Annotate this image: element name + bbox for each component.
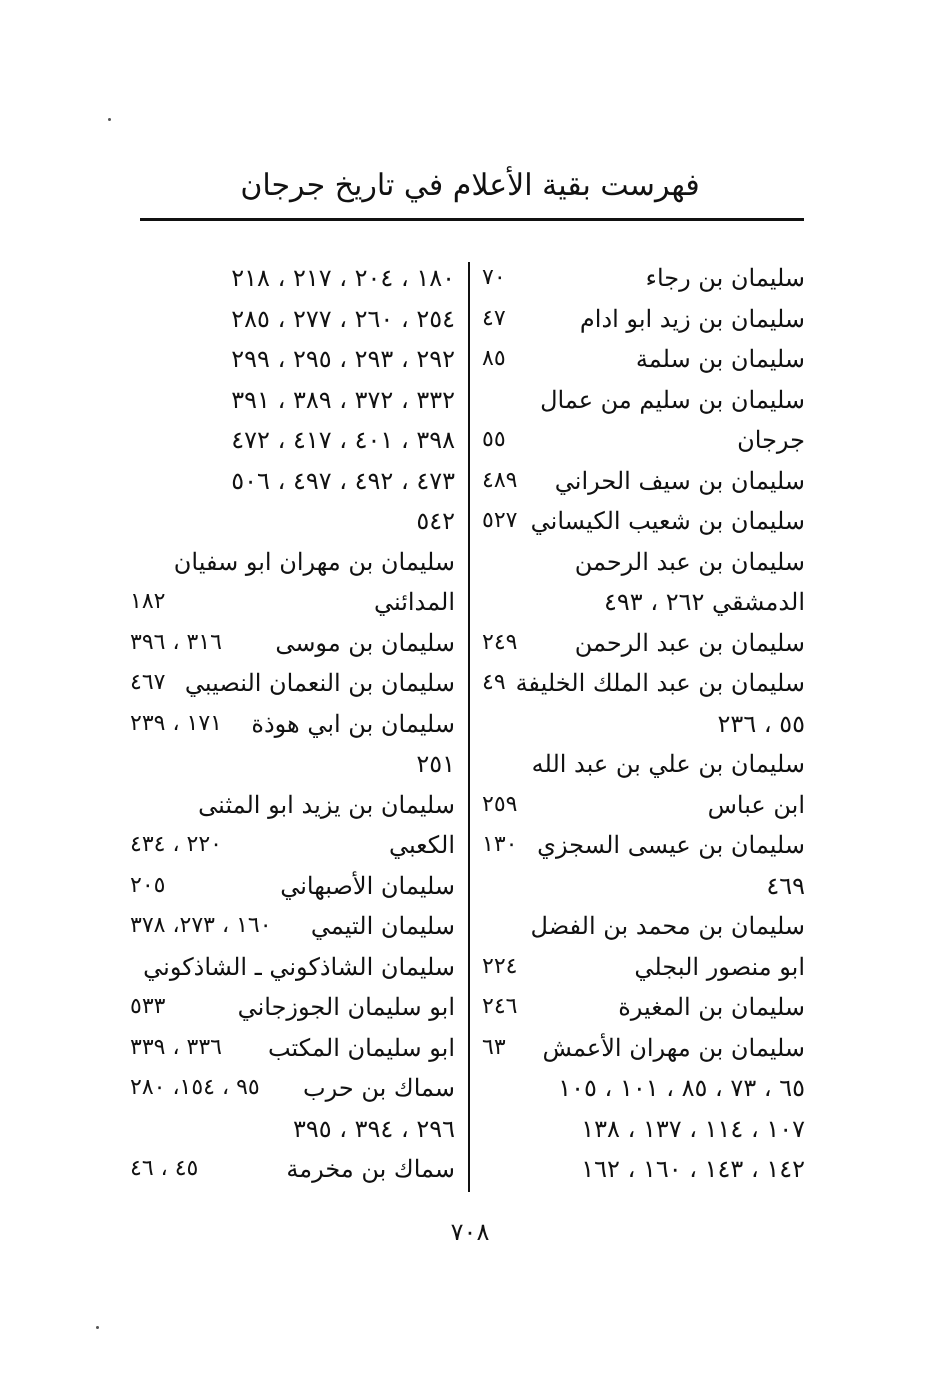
- index-entry-name: سليمان بن مهران ابو سفيان: [173, 547, 455, 576]
- index-entry-name: سليمان بن عيسى السجزي: [537, 831, 805, 859]
- paper-speck: [96, 1326, 99, 1329]
- index-entry-name: سليمان بن عبد الرحمن: [574, 628, 805, 657]
- index-entry-pages: ٨٥: [482, 346, 506, 371]
- index-entry-name: سليمان بن سليم من عمال: [540, 385, 805, 414]
- index-entry-name: ٤٧٣ ، ٤٩٢ ، ٤٩٧ ، ٥٠٦: [231, 466, 455, 495]
- index-entry-name: سليمان بن سيف الحراني: [554, 466, 805, 495]
- index-entry-name: ٢٥١: [416, 750, 455, 778]
- page-number: ٧٠٨: [450, 1218, 490, 1246]
- index-entry-name: الدمشقي ٢٦٢ ، ٤٩٣: [604, 588, 805, 616]
- index-entry-pages: ٦٣: [482, 1034, 506, 1060]
- index-entry-name: سليمان بن مهران الأعمش: [542, 1033, 805, 1062]
- index-entry-name: الكعبي: [388, 831, 455, 859]
- index-entry-pages: ٢٤٦: [482, 994, 518, 1019]
- index-entry-name: ٦٥ ، ٧٣ ، ٨٥ ، ١٠١ ، ١٠٥: [558, 1074, 805, 1102]
- paper-speck: [108, 118, 111, 121]
- index-entry-name: سليمان بن عبد الملك الخليفة: [515, 669, 805, 697]
- index-entry-name: سليمان بن ابي هوذة: [251, 709, 455, 738]
- index-entry-pages: ٢٠٥: [130, 872, 166, 898]
- index-entry-name: ٢٥٤ ، ٢٦٠ ، ٢٧٧ ، ٢٨٥: [231, 304, 455, 333]
- index-entry-name: سليمان بن النعمان النصيبي: [184, 669, 455, 697]
- index-entry-name: سليمان بن شعيب الكيساني: [530, 507, 805, 535]
- column-divider: [468, 262, 470, 1192]
- index-entry-pages: ٢٥٩: [482, 791, 518, 817]
- index-entry-name: جرجان: [737, 426, 805, 454]
- index-entry-name: ٢٩٢ ، ٢٩٣ ، ٢٩٥ ، ٢٩٩: [231, 345, 455, 373]
- index-entry-name: ٥٤٢: [416, 507, 455, 535]
- index-entry-pages: ٧٠: [482, 265, 506, 290]
- index-entry-pages: ٤٥ ، ٤٦: [130, 1156, 199, 1181]
- index-entry-name: ١٨٠ ، ٢٠٤ ، ٢١٧ ، ٢١٨: [231, 264, 455, 292]
- index-entry-pages: ٩٥ ، ١٥٤، ٢٨٠: [130, 1075, 260, 1100]
- index-entry-name: ٤٦٩: [766, 871, 805, 900]
- index-entry-name: ٣٣٢ ، ٣٧٢ ، ٣٨٩ ، ٣٩١: [231, 385, 455, 414]
- page-title: فهرست بقية الأعلام في تاريخ جرجان: [240, 168, 700, 203]
- index-entry-pages: ٢٢٤: [482, 953, 518, 979]
- index-entry-name: سليمان الشاذكوني ـ الشاذكوني: [143, 952, 455, 981]
- index-entry-name: المدائني: [373, 588, 455, 616]
- index-entry-name: ١٤٢ ، ١٤٣ ، ١٦٠ ، ١٦٢: [581, 1155, 805, 1183]
- index-entry-name: سليمان التيمي: [310, 912, 455, 940]
- index-entry-name: سليمان بن عبد الرحمن: [574, 547, 805, 576]
- index-entry-pages: ٣٣٦ ، ٣٣٩: [130, 1034, 222, 1060]
- index-entry-name: ابو سليمان المكتب: [267, 1033, 455, 1062]
- index-entry-name: سليمان بن رجاء: [645, 264, 805, 292]
- index-entry-pages: ٤٩: [482, 670, 506, 695]
- index-entry-name: سليمان الأصبهاني: [280, 871, 455, 900]
- index-entry-name: ابو سليمان الجوزجاني: [237, 993, 455, 1021]
- index-entry-name: سليمان بن المغيرة: [618, 993, 805, 1021]
- index-entry-name: ٥٥ ، ٢٣٦: [717, 709, 805, 738]
- index-entry-pages: ١٣٠: [482, 832, 518, 857]
- index-entry-name: ١٠٧ ، ١١٤ ، ١٣٧ ، ١٣٨: [581, 1114, 805, 1143]
- index-entry-name: ابو منصور البجلي: [634, 952, 805, 981]
- index-entry-name: ابن عباس: [707, 790, 805, 819]
- index-entry-name: ٢٩٦ ، ٣٩٤ ، ٣٩٥: [292, 1114, 455, 1143]
- index-entry-pages: ١٦٠ ، ٢٧٣، ٣٧٨: [130, 913, 272, 938]
- index-entry-pages: ٥٥: [482, 427, 506, 452]
- index-entry-pages: ١٨٢: [130, 589, 166, 614]
- index-entry-pages: ٥٢٧: [482, 508, 518, 533]
- index-entry-pages: ٢٢٠ ، ٤٣٤: [130, 832, 222, 857]
- index-entry-pages: ١٧١ ، ٢٣٩: [130, 710, 222, 736]
- index-entry-name: سماك بن حرب: [303, 1074, 455, 1102]
- index-entry-name: سليمان بن يزيد ابو المثنى: [198, 790, 455, 819]
- index-entry-pages: ٤٦٧: [130, 670, 166, 695]
- index-entry-pages: ٢٤٩: [482, 629, 518, 655]
- index-entry-name: سليمان بن علي بن عبد الله: [531, 750, 805, 778]
- index-entry-name: سماك بن مخرمة: [286, 1155, 455, 1183]
- index-entry-pages: ٣١٦ ، ٣٩٦: [130, 629, 222, 655]
- header-rule: [140, 218, 804, 221]
- index-entry-name: سليمان بن سلمة: [635, 345, 805, 373]
- index-entry-name: سليمان بن محمد بن الفضل: [530, 912, 805, 940]
- index-entry-pages: ٥٣٣: [130, 994, 166, 1019]
- index-entry-pages: ٤٧: [482, 305, 506, 331]
- index-entry-name: سليمان بن زيد ابو ادام: [579, 304, 805, 333]
- index-entry-pages: ٤٨٩: [482, 467, 518, 493]
- index-entry-name: ٣٩٨ ، ٤٠١ ، ٤١٧ ، ٤٧٢: [231, 426, 455, 454]
- index-entry-name: سليمان بن موسى: [275, 628, 455, 657]
